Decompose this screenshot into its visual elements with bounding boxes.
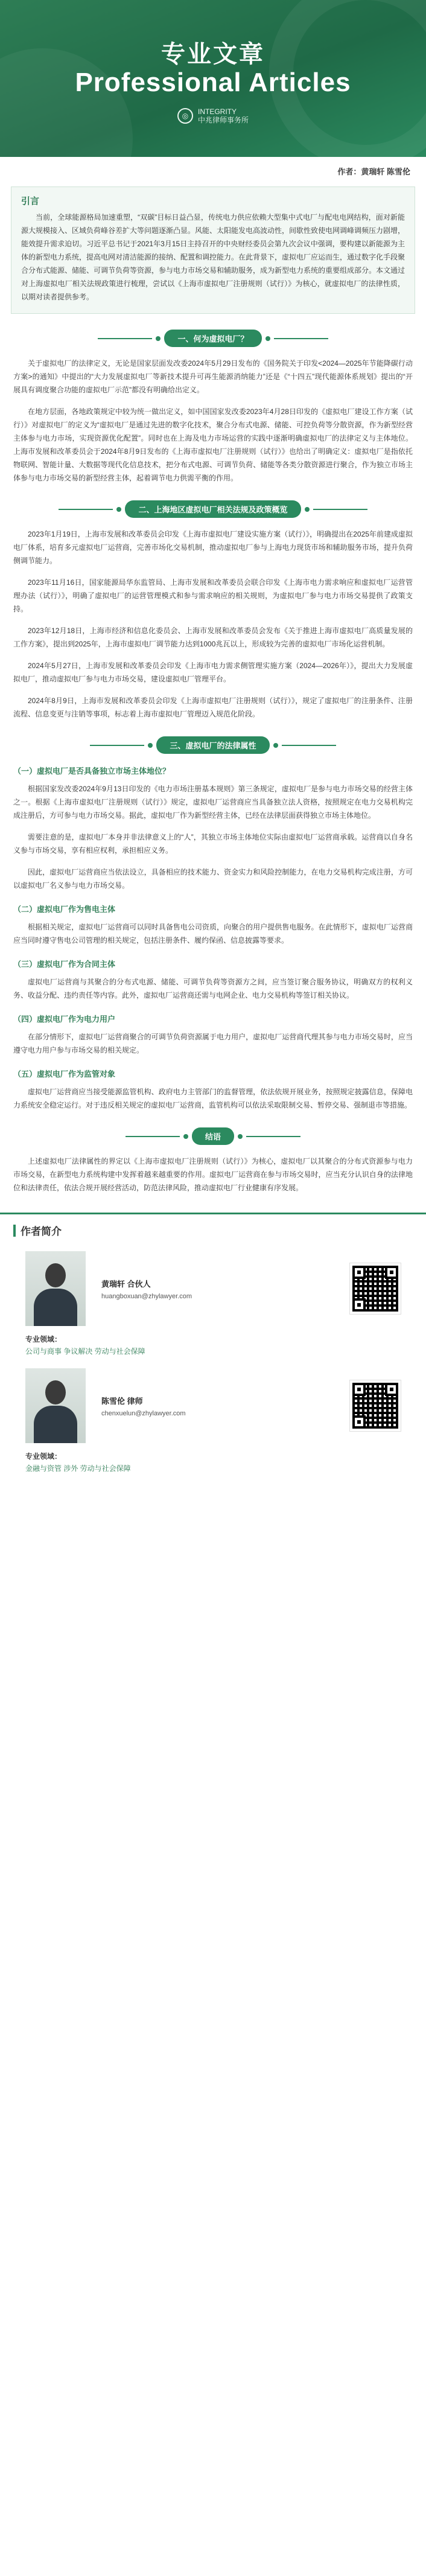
section-heading	[13, 1127, 413, 1145]
author-fields	[25, 1450, 401, 1475]
banner-title-en: Professional Articles	[75, 68, 351, 97]
firm-logo	[0, 107, 426, 125]
avatar	[25, 1251, 86, 1326]
author-profiles-heading	[13, 1223, 413, 1238]
section-title: 一、何为虚拟电厂？	[164, 330, 261, 347]
intro-text: 当前，全球能源格局加速重塑，“双碳”目标日益凸显，传统电力供应依赖大型集中式电厂与配电电网结构，面对新能源大规模接入、区域负荷峰谷差扩大等问题逐渐凸显。风能、太阳能发电高波动性，间歇性致使电网调峰调频压力剧增，能效提升需求迫切。习近平总书记于2021年3月15日主持召开的中央财经委员会第九次会议中强调，要构建以新能源为主体的新型电力系统，提高电网对清洁能源的接纳、配置和调控能力。在此背景下，虚拟电厂应运而生，通过数字化手段聚合分布式能源、储能、可调节负荷等资源，参与电力市场交易和辅助服务，成为新型电力系统的重要组成部分。本文通过对上海虚拟电厂相关法规政策进行梳理，尝试以《上海市虚拟电厂注册规则（试行）》为核心，就虚拟电厂的法律性质，以期对读者提供参考。	[21, 213, 405, 301]
section-title: 三、虚拟电厂的法律属性	[156, 736, 269, 754]
author-email[interactable]: huangboxuan@zhylawyer.com	[101, 1292, 192, 1300]
fields-value: 金融与资管 涉外 劳动与社会保障	[25, 1464, 131, 1473]
paragraph: 在部分情形下，虚拟电厂运营商聚合的可调节负荷资源属于电力用户，虚拟电厂运营商代理其参与电力市场交易时，应当遵守电力用户参与市场交易的相关规定。	[13, 1033, 413, 1054]
author-name: 陈雪伦 律师	[101, 1396, 143, 1406]
paragraph: 根据相关规定，虚拟电厂运营商可以同时具备售电公司资质，向聚合的用户提供售电服务。在此情形下，虚拟电厂运营商应当同时遵守售电公司管理的相关规定，包括注册条件、履约保函、信息披露等要求。	[13, 923, 413, 945]
author-fields	[25, 1333, 401, 1357]
firm-logo-icon: ◎	[177, 108, 193, 124]
firm-logo-name: INTEGRITY	[197, 107, 237, 116]
banner-title-cn: 专业文章	[161, 41, 265, 68]
section-heading	[13, 500, 413, 518]
header-banner	[0, 0, 426, 157]
subsection-title: （四）虚拟电厂作为电力用户	[13, 1015, 116, 1024]
author-profiles-title: 作者简介	[21, 1226, 62, 1237]
paragraph: 2024年5月27日，上海市发展和改革委员会印发《上海市电力需求侧管理实施方案（2024—2026年）》，提出大力发展虚拟电厂，推动虚拟电厂参与电力市场交易，建设虚拟电厂管理平台。	[13, 662, 413, 683]
paragraph: 2023年11月16日，国家能源局华东监管局、上海市发展和改革委员会联合印发《上海市电力需求响应和虚拟电厂运营管理办法（试行）》，明确了虚拟电厂的运营管理模式和参与需求响应的相关规则，为虚拟电厂参与电力市场交易提供了政策支持。	[13, 578, 413, 613]
intro-box	[11, 187, 415, 314]
fields-value: 公司与商事 争议解决 劳动与社会保障	[25, 1347, 145, 1356]
avatar	[25, 1368, 86, 1443]
paragraph: 2024年8月9日，上海市发展和改革委员会印发《上海市虚拟电厂注册规则（试行）》，规定了虚拟电厂的注册条件、注册流程、信息变更与注销等事项，标志着上海市虚拟电厂管理迈入规范化阶段。	[13, 697, 413, 718]
paragraph: 关于虚拟电厂的法律定义，无论是国家层面发改委2024年5月29日发布的《国务院关于印发<2024—2025年节能降碳行动方案>的通知》中提出的“大力发展虚拟电厂等新技术提升可再生能源消纳能力”还是《“十四五”现代能源体系规划》提出的“开展具有调度聚合功能的虚拟电厂示范”都没有明确给出定义。	[13, 359, 413, 394]
author-line: 作者：黄瑞轩 陈雪伦	[337, 167, 410, 176]
section-title: 结语	[192, 1127, 234, 1145]
paragraph: 2023年12月18日，上海市经济和信息化委员会、上海市发展和改革委员会发布《关于推进上海市虚拟电厂高质量发展的工作方案》，提出到2025年，上海市虚拟电厂调节能力达到1000兆瓦以上，形成较为完善的虚拟电厂市场化运营机制。	[13, 626, 413, 648]
paragraph: 根据国家发改委2024年9月13日印发的《电力市场注册基本规则》第三条规定，虚拟电厂是参与电力市场交易的经营主体之一。根据《上海市虚拟电厂注册规则（试行）》规定，虚拟电厂运营商应当具备独立法人资格，按照规定在电力交易机构完成注册后，方可参与电力市场交易。据此，虚拟电厂作为新型经营主体，已经在法律层面获得独立市场主体地位。	[13, 785, 413, 820]
author-profiles	[0, 1213, 426, 1503]
author-profile	[25, 1251, 401, 1326]
intro-heading: 引言	[21, 196, 40, 206]
qr-code-icon	[350, 1380, 401, 1431]
paragraph: 2023年1月19日，上海市发展和改革委员会印发《上海市虚拟电厂建设实施方案（试行）》，明确提出在2025年前建成虚拟电厂体系，培育多元虚拟电厂运营商，完善市场化交易机制，推动虚拟电厂参与上海电力现货市场和辅助服务市场，提升负荷侧调节能力。	[13, 530, 413, 565]
firm-logo-subtitle: 中兆律师事务所	[197, 116, 249, 125]
paragraph: 虚拟电厂运营商与其聚合的分布式电源、储能、可调节负荷等资源方之间，应当签订聚合服务协议，明确双方的权利义务、收益分配、违约责任等内容。此外，虚拟电厂运营商还需与电网企业、电力交易机构等签订相关协议。	[13, 978, 413, 999]
section-heading	[13, 736, 413, 754]
subsection-title: （一）虚拟电厂是否具备独立市场主体地位？	[13, 767, 171, 776]
author-email[interactable]: chenxuelun@zhylawyer.com	[101, 1409, 186, 1417]
subsection-title: （五）虚拟电厂作为监管对象	[13, 1070, 116, 1079]
paragraph: 虚拟电厂运营商应当接受能源监管机构、政府电力主管部门的监督管理，依法依规开展业务，按照规定披露信息，保障电力系统安全稳定运行。对于违反相关规定的虚拟电厂运营商，监管机构可以依法采取限制交易、暂停交易、强制退市等措施。	[13, 1088, 413, 1109]
paragraph: 上述虚拟电厂法律属性的界定以《上海市虚拟电厂注册规则（试行）》为核心，虚拟电厂以其聚合的分布式资源参与电力市场交易，在新型电力系统构建中发挥着越来越重要的作用。虚拟电厂运营商在参与市场交易时，应当充分认识自身的法律地位和法律责任，依法合规开展经营活动，防范法律风险，推动虚拟电厂行业健康有序发展。	[13, 1157, 413, 1192]
fields-label: 专业领域：	[25, 1335, 62, 1344]
section-heading	[13, 330, 413, 347]
author-name: 黄瑞轩 合伙人	[101, 1279, 151, 1289]
fields-label: 专业领域：	[25, 1452, 62, 1461]
author-profile	[25, 1368, 401, 1443]
paragraph: 需要注意的是，虚拟电厂本身并非法律意义上的“人”，其独立市场主体地位实际由虚拟电厂运营商承载。运营商以自身名义参与市场交易，享有相应权利，承担相应义务。	[13, 833, 413, 855]
paragraph: 在地方层面，各地政策规定中较为统一做出定义，如中国国家发改委2023年4月28日印发的《虚拟电厂建设工作方案（试行）》对虚拟电厂的定义为“虚拟电厂是通过先进的数字化技术，聚合分布式电源、储能、可控负荷等分散资源，作为新型经营主体参与电力市场，实现资源优化配置”。同时也在上海及电力市场运营的实践中逐渐明确虚拟电厂的法律定义与主体地位。上海市发展和改革委员会于2024年8月9日发布的《上海市虚拟电厂注册规则（试行）》也给出了明确定义：虚拟电厂是指依托物联网、智能计量、大数据等现代化信息技术，把分布式电源、可调节负荷、储能等各类分散资源进行聚合，作为独立市场主体参与电力市场交易的新型经营主体，起着调节电力供需平衡的作用。	[13, 407, 413, 482]
paragraph: 因此，虚拟电厂运营商应当依法设立，具备相应的技术能力、资金实力和风险控制能力，在电力交易机构完成注册，方可以虚拟电厂名义参与电力市场交易。	[13, 868, 413, 890]
qr-code-icon	[350, 1263, 401, 1314]
subsection-title: （二）虚拟电厂作为售电主体	[13, 905, 116, 914]
article-body	[0, 330, 426, 1194]
section-title: 二、上海地区虚拟电厂相关法规及政策概览	[125, 500, 300, 518]
subsection-title: （三）虚拟电厂作为合同主体	[13, 960, 116, 969]
